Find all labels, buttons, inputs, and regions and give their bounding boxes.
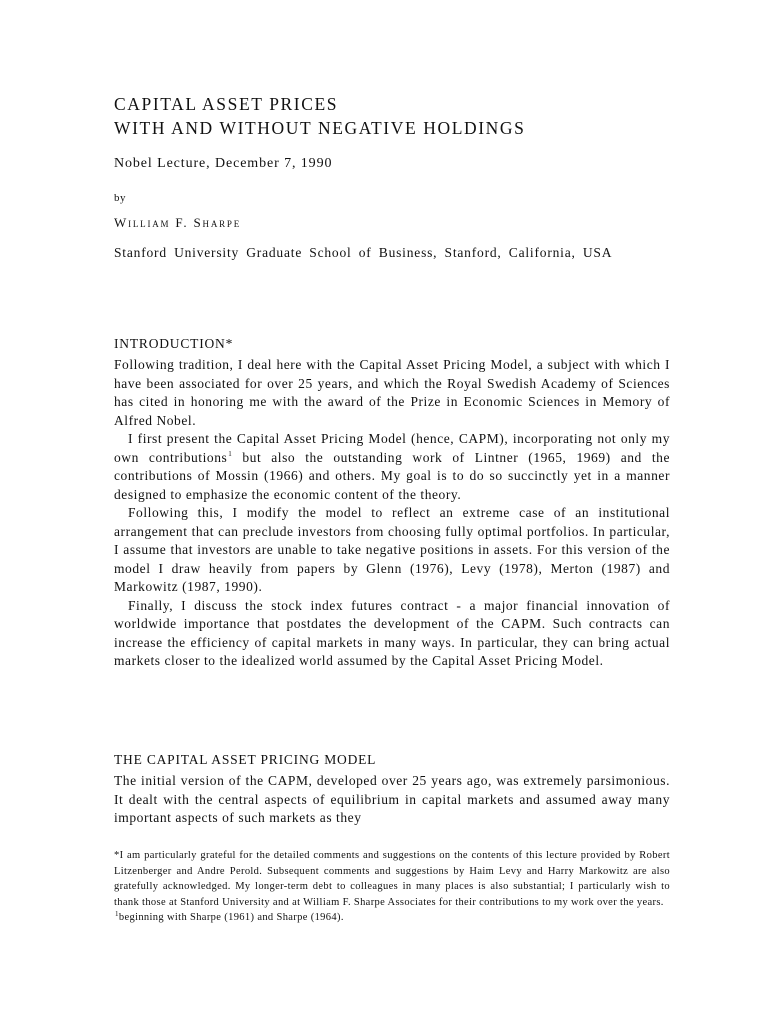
capm-paragraph-1: The initial version of the CAPM, developed over 25 years ago, was extremely parsimonious. It dealt with the central aspects of equilibrium in capital markets and assumed away many important aspects of such markets as they <box>114 773 670 825</box>
intro-paragraph-2-text-b: but also the outstanding work of Lintner (1965, 1969) and the contributions of Mossin (1966) and others. My goal is to do so succinctly yet in a manner designed to emphasize the economic content of the theory. <box>114 449 670 502</box>
introduction-heading: INTRODUCTION* <box>114 336 234 351</box>
introduction-body <box>114 356 670 671</box>
capm-heading: THE CAPITAL ASSET PRICING MODEL <box>114 752 377 767</box>
footnote-ref-1: 1 <box>228 450 233 458</box>
footnote-star: *I am particularly grateful for the detailed comments and suggestions on the contents of this lecture provided by Robert Litzenberger and Andre Perold. Subsequent comments and suggestions by Haim Levy and Harry Markowitz are also gratefully acknowledged. My longer-term debt to colleagues in many places is also substantial; I particularly wish to thank those at Stanford University and at William F. Sharpe Associates for their contributions to my work over the years. <box>114 850 670 908</box>
intro-paragraph-2-text-a: I first present the Capital Asset Pricing Model (hence, CAPM), incorporating not only my own contributions <box>114 431 670 465</box>
lecture-date: Nobel Lecture, December 7, 1990 <box>114 156 333 171</box>
intro-paragraph-3: Following this, I modify the model to reflect an extreme case of an institutional arrangement that can preclude investors from choosing fully optimal portfolios. In particular, I assume that investors are unable to take negative positions in assets. For this version of the model I draw heavily from papers by Glenn (1976), Levy (1978), Merton (1987) and Markowitz (1987, 1990). <box>114 505 670 594</box>
intro-paragraph-2 <box>114 430 670 504</box>
title-line-1: CAPITAL ASSET PRICES <box>114 94 339 114</box>
footnote-1-text: beginning with Sharpe (1961) and Sharpe (1964). <box>118 912 344 923</box>
author-name: William F. Sharpe <box>114 215 242 230</box>
footnotes <box>114 848 670 926</box>
paper-title <box>114 92 670 140</box>
footnote-1-marker: 1 <box>115 909 119 918</box>
by-label: by <box>114 192 126 204</box>
footnote-1 <box>114 910 670 926</box>
intro-paragraph-1: Following tradition, I deal here with the Capital Asset Pricing Model, a subject with which I have been associated for over 25 years, and which the Royal Swedish Academy of Sciences has cited in honoring me with the award of the Prize in Economic Sciences in Memory of Alfred Nobel. <box>114 357 670 428</box>
intro-paragraph-4: Finally, I discuss the stock index futures contract - a major financial innovation of worldwide importance that postdates the development of the CAPM. Such contracts can increase the efficiency of capital markets in many ways. In particular, they can bring actual markets closer to the idealized world assumed by the Capital Asset Pricing Model. <box>114 597 670 668</box>
title-line-2: WITH AND WITHOUT NEGATIVE HOLDINGS <box>114 118 526 138</box>
affiliation: Stanford University Graduate School of Business, Stanford, California, USA <box>114 245 613 260</box>
capm-body <box>114 772 670 828</box>
